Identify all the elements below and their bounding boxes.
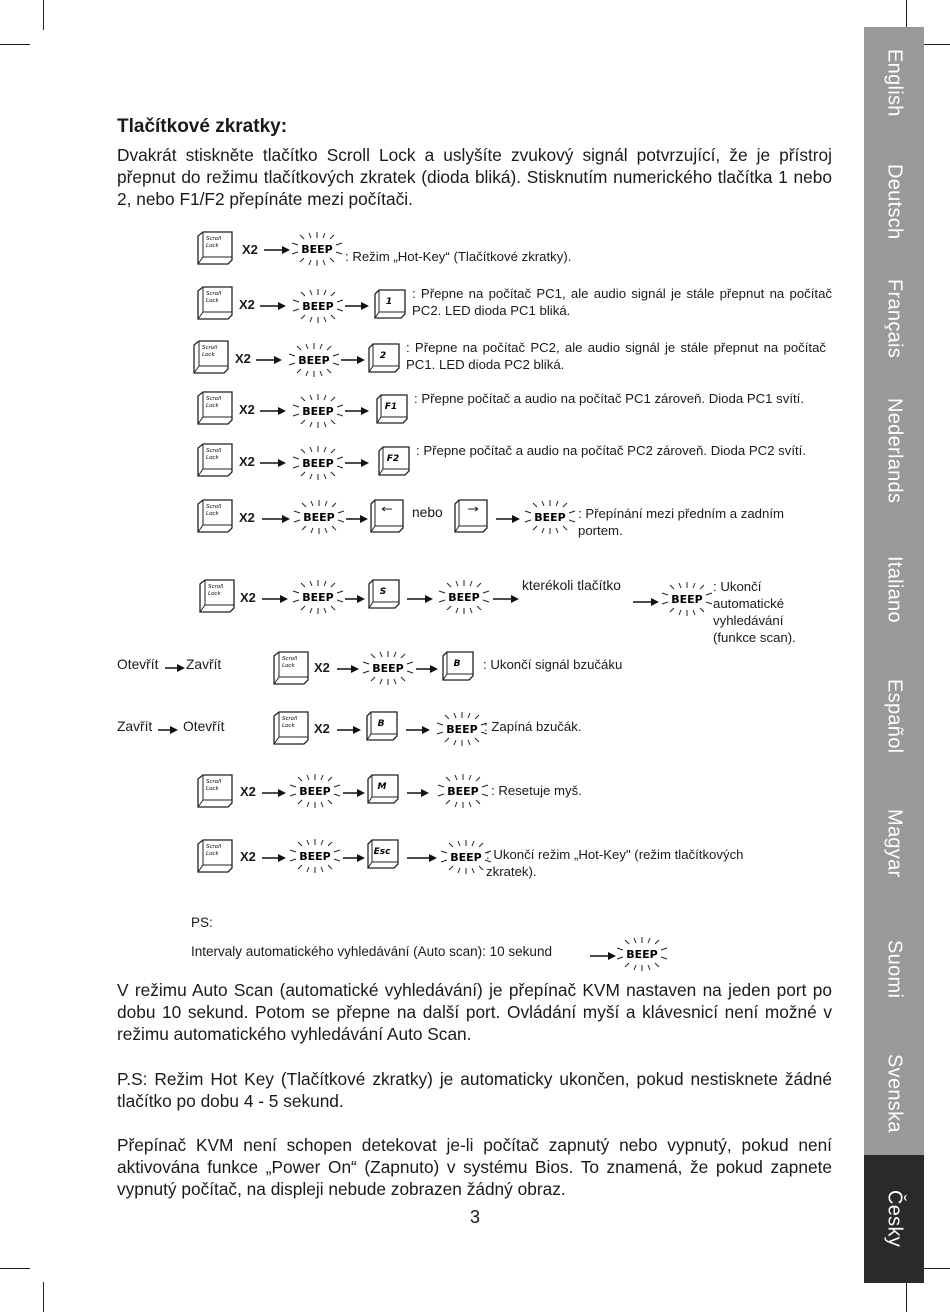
arrow-icon <box>345 591 365 601</box>
nebo-label: nebo <box>412 505 443 520</box>
row-description: : Přepne na počítač PC1, ale audio signál je stále přepnut na počítač PC2. LED dioda PC1 bliká. <box>412 286 832 318</box>
svg-text:B: B <box>377 719 385 729</box>
beep-icon <box>432 712 492 746</box>
tab-magyar[interactable]: Magyar <box>883 808 906 878</box>
x2-label: X2 <box>240 849 256 864</box>
svg-text:Scroll: Scroll <box>282 716 298 722</box>
svg-text:Scroll: Scroll <box>206 291 222 297</box>
keyboard-key-icon <box>365 773 399 803</box>
crop-mark <box>906 1282 907 1312</box>
x2-label: X2 <box>235 351 251 366</box>
svg-text:Lock: Lock <box>206 403 219 409</box>
beep-icon <box>657 582 717 616</box>
svg-text:BEEP: BEEP <box>302 591 334 604</box>
svg-text:Lock: Lock <box>282 663 295 669</box>
scroll-lock-key <box>195 442 233 476</box>
arrow-icon <box>341 352 365 362</box>
ps-text: Intervaly automatického vyhledávání (Auto scan): 10 sekund <box>191 944 552 959</box>
x2-label: X2 <box>239 297 255 312</box>
beep-icon <box>288 394 348 428</box>
tab-svenska[interactable]: Svenska <box>883 1054 906 1133</box>
beep-icon <box>433 774 493 808</box>
arrow-icon <box>260 298 286 308</box>
row-description: : Resetuje myš. <box>491 783 582 798</box>
svg-text:BEEP: BEEP <box>446 723 478 736</box>
hotkey-timeout-paragraph: P.S: Režim Hot Key (Tlačítkové zkratky) je automaticky ukončen, pokud nestisknete žádné tlačítko po dobu 4 - 5 sekund. <box>117 1069 832 1111</box>
svg-text:Lock: Lock <box>206 511 219 517</box>
arrow-icon <box>262 785 286 795</box>
svg-text:S: S <box>379 587 387 597</box>
svg-text:BEEP: BEEP <box>372 662 404 675</box>
x2-label: X2 <box>240 784 256 799</box>
keyboard-key-icon <box>364 710 398 740</box>
beep-icon <box>285 774 345 808</box>
arrow-icon <box>256 352 282 362</box>
crop-mark <box>906 0 907 30</box>
row-description: : Ukončí režim „Hot-Key" (režim tlačítkových zkratek). <box>486 847 744 879</box>
scroll-lock-key <box>271 710 309 744</box>
svg-text:Scroll: Scroll <box>208 584 224 590</box>
beep-icon <box>285 839 345 873</box>
row-description: : Zapíná bzučák. <box>484 719 582 734</box>
svg-text:BEEP: BEEP <box>302 405 334 418</box>
svg-text:BEEP: BEEP <box>447 785 479 798</box>
tab-deutsch[interactable]: Deutsch <box>883 163 906 240</box>
keyboard-key-icon <box>374 393 408 423</box>
scroll-lock-key <box>195 285 233 319</box>
beep-icon <box>520 500 580 534</box>
svg-text:Scroll: Scroll <box>206 504 222 510</box>
beep-icon <box>358 651 418 685</box>
svg-text:BEEP: BEEP <box>302 457 334 470</box>
svg-text:Lock: Lock <box>202 352 215 358</box>
tab-cesky[interactable]: Česky <box>864 1155 924 1283</box>
svg-text:Esc: Esc <box>373 847 391 857</box>
ps-label: PS: <box>191 915 213 930</box>
beep-icon <box>289 500 349 534</box>
x2-label: X2 <box>314 660 330 675</box>
row-description: : Přepne počítač a audio na počítač PC2 zároveň. Dioda PC2 svítí. <box>416 443 806 458</box>
section-heading: Tlačítkové zkratky: <box>117 116 288 137</box>
beep-icon <box>288 580 348 614</box>
crop-mark <box>920 1268 950 1269</box>
beep-icon <box>612 937 672 971</box>
crop-mark <box>0 1268 30 1269</box>
svg-text:Scroll: Scroll <box>206 236 222 242</box>
arrow-icon <box>407 785 429 795</box>
arrow-key-icon <box>368 498 406 534</box>
svg-text:F2: F2 <box>386 454 400 464</box>
keyboard-key-icon <box>372 288 406 318</box>
svg-text:BEEP: BEEP <box>303 511 335 524</box>
svg-text:1: 1 <box>385 297 393 307</box>
svg-text:Scroll: Scroll <box>206 448 222 454</box>
x2-label: X2 <box>239 510 255 525</box>
arrow-icon <box>345 298 369 308</box>
arrow-icon <box>262 511 290 521</box>
arrow-icon <box>493 591 519 601</box>
beep-icon <box>434 580 494 614</box>
x2-label: X2 <box>239 454 255 469</box>
crop-mark <box>43 0 44 30</box>
tab-espanol[interactable]: Español <box>883 678 906 754</box>
scroll-lock-key <box>197 578 235 612</box>
svg-text:F1: F1 <box>384 402 398 412</box>
arrow-icon <box>343 850 365 860</box>
auto-scan-paragraph: V režimu Auto Scan (automatické vyhledávání) je přepínač KVM nastaven na jeden port po dobu 10 sekund. Potom se přepne na další port. Ovládání myší a klávesnicí není možné v režimu automatického vyhledávání Auto Scan. <box>117 980 832 1044</box>
svg-text:BEEP: BEEP <box>301 243 333 256</box>
svg-text:B: B <box>453 659 461 669</box>
svg-text:Lock: Lock <box>206 243 219 249</box>
row-description: : Přepne na počítač PC2, ale audio signál je stále přepnut na počítač PC1. LED dioda PC2 bliká. <box>406 340 826 372</box>
svg-text:BEEP: BEEP <box>671 593 703 606</box>
keyboard-key-icon <box>376 445 410 475</box>
scroll-lock-key <box>195 498 233 532</box>
svg-text:Scroll: Scroll <box>202 345 218 351</box>
svg-text:BEEP: BEEP <box>299 785 331 798</box>
page-number: 3 <box>469 1207 480 1227</box>
scroll-lock-key <box>195 390 233 424</box>
keyboard-key-icon <box>366 342 400 372</box>
svg-text:BEEP: BEEP <box>626 948 658 961</box>
arrow-icon <box>407 850 437 860</box>
x2-label: X2 <box>314 721 330 736</box>
arrow-icon <box>262 591 288 601</box>
svg-text:Scroll: Scroll <box>282 656 298 662</box>
svg-text:BEEP: BEEP <box>298 354 330 367</box>
scroll-lock-key <box>195 230 233 264</box>
svg-text:Lock: Lock <box>206 851 219 857</box>
tab-francais[interactable]: Français <box>883 279 906 359</box>
svg-text:BEEP: BEEP <box>534 511 566 524</box>
arrow-icon <box>406 722 430 732</box>
power-on-paragraph: Přepínač KVM není schopen detekovat je-li počítač zapnutý nebo vypnutý, pokud není aktivována funkce „Power On“ (Zapnuto) v systému Bios. To znamená, že pokud zapnete vypnutý počítač, na displeji nebude zobrazen žádný obraz. <box>117 1135 832 1199</box>
any-key-label: kterékoli tlačítko <box>522 578 621 593</box>
x2-label: X2 <box>239 402 255 417</box>
svg-text:M: M <box>377 782 387 792</box>
arrow-icon <box>158 722 178 732</box>
svg-text:BEEP: BEEP <box>450 851 482 864</box>
intro-paragraph: Dvakrát stiskněte tlačítko Scroll Lock a uslyšíte zvukový signál potvrzující, že je přístroj přepnut do režimu tlačítkových zkratek (dioda bliká). Stisknutím numerického tlačítka 1 nebo 2, nebo F1/F2 přepínáte mezi počítači. <box>117 145 832 209</box>
x2-label: X2 <box>240 590 256 605</box>
arrow-icon <box>407 591 433 601</box>
row-description: : Ukončí automatické vyhledávání (funkce scan). <box>713 579 796 645</box>
state-label: Otevřít <box>183 719 225 734</box>
beep-icon <box>288 446 348 480</box>
arrow-icon <box>260 403 286 413</box>
svg-text:2: 2 <box>379 351 387 361</box>
svg-text:BEEP: BEEP <box>448 591 480 604</box>
scroll-lock-key <box>191 339 229 373</box>
crop-mark <box>920 44 950 45</box>
tab-suomi[interactable]: Suomi <box>883 939 906 999</box>
language-tabs <box>864 27 924 1283</box>
row-description: : Režim „Hot-Key“ (Tlačítkové zkratky). <box>345 249 572 264</box>
row-description: : Přepne počítač a audio na počítač PC1 zároveň. Dioda PC1 svítí. <box>414 391 804 406</box>
svg-text:Lock: Lock <box>208 591 221 597</box>
beep-icon <box>287 232 347 266</box>
x2-label: X2 <box>242 242 258 257</box>
arrow-icon <box>345 455 369 465</box>
svg-text:Lock: Lock <box>206 298 219 304</box>
tab-italiano[interactable]: Italiano <box>883 556 906 623</box>
state-label: Otevřít <box>117 657 159 672</box>
arrow-icon <box>346 511 368 521</box>
state-label: Zavřít <box>186 657 222 672</box>
state-label: Zavřít <box>117 719 153 734</box>
svg-text:Lock: Lock <box>282 723 295 729</box>
scroll-lock-key <box>195 838 233 872</box>
svg-text:Lock: Lock <box>206 455 219 461</box>
keyboard-key-icon <box>365 838 399 868</box>
svg-text:BEEP: BEEP <box>302 300 334 313</box>
arrow-key-icon <box>452 498 490 534</box>
arrow-icon <box>260 455 286 465</box>
arrow-icon <box>343 785 365 795</box>
arrow-icon <box>633 594 659 604</box>
beep-icon <box>288 289 348 323</box>
row-description: : Přepínání mezi předním a zadním portem. <box>578 506 784 538</box>
arrow-icon <box>337 722 361 732</box>
scroll-lock-key <box>195 773 233 807</box>
beep-icon <box>284 343 344 377</box>
tab-english[interactable]: English <box>883 49 906 117</box>
arrow-icon <box>337 661 359 671</box>
row-description: : Ukončí signál bzučáku <box>483 657 623 672</box>
arrow-icon <box>345 403 369 413</box>
arrow-icon <box>262 850 286 860</box>
arrow-icon <box>416 661 438 671</box>
svg-text:Scroll: Scroll <box>206 779 222 785</box>
svg-text:Lock: Lock <box>206 786 219 792</box>
keyboard-key-icon <box>440 650 474 680</box>
arrow-icon <box>496 511 520 521</box>
tab-nederlands[interactable]: Nederlands <box>883 397 906 504</box>
scroll-lock-key <box>271 650 309 684</box>
svg-text:Scroll: Scroll <box>206 396 222 402</box>
keyboard-key-icon <box>366 578 400 608</box>
svg-text:Scroll: Scroll <box>206 844 222 850</box>
crop-mark <box>43 1282 44 1312</box>
crop-mark <box>0 44 30 45</box>
svg-text:BEEP: BEEP <box>299 850 331 863</box>
arrow-icon <box>165 660 185 670</box>
